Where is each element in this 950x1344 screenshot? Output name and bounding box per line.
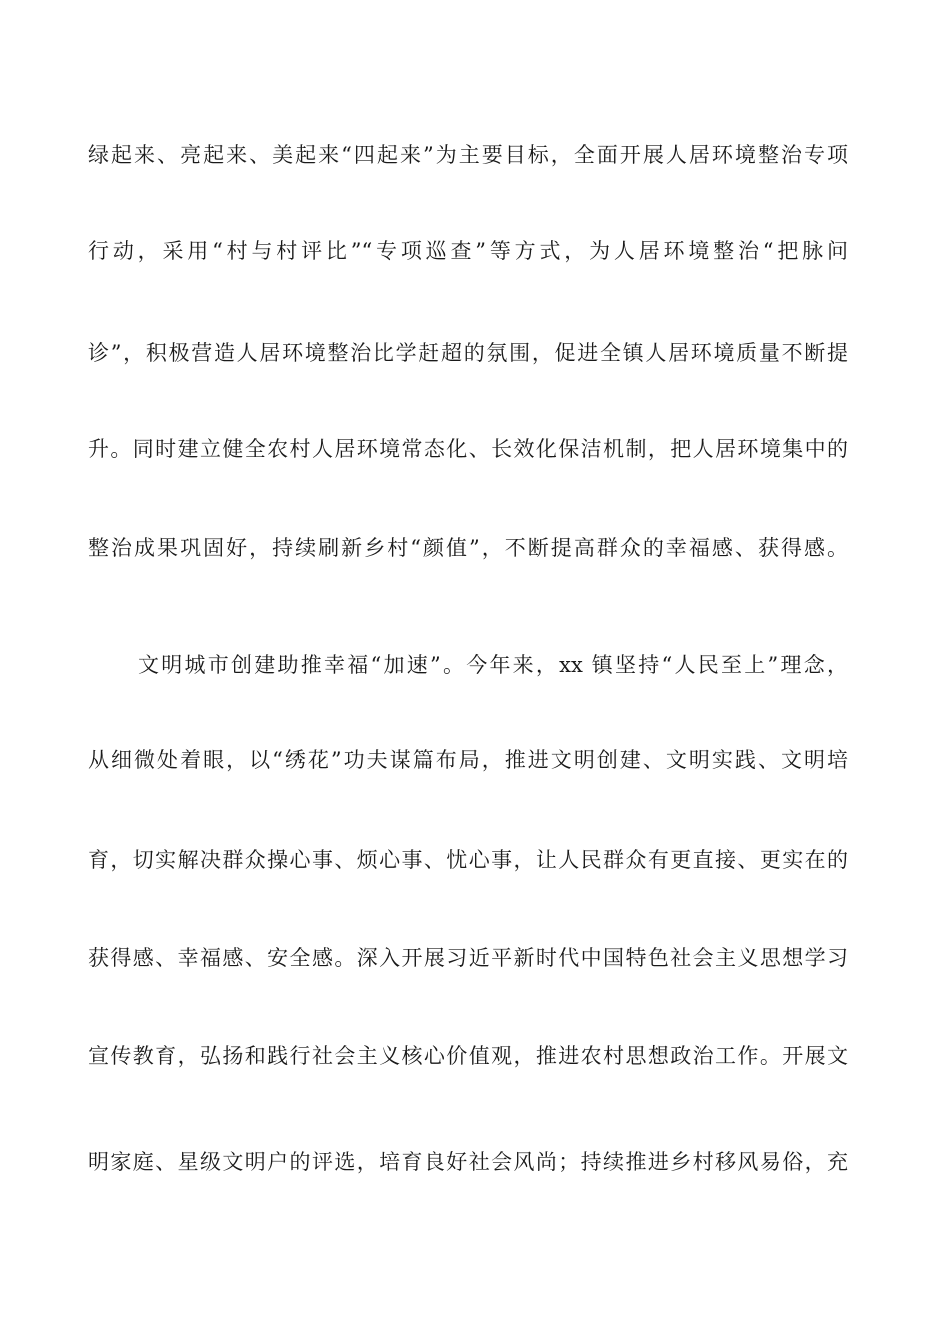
text-line: 明家庭、星级文明户的评选，培育良好社会风尚；持续推进乡村移风易俗，充	[88, 1150, 848, 1174]
text-line: 宣传教育，弘扬和践行社会主义核心价值观，推进农村思想政治工作。开展文	[88, 1044, 848, 1068]
text-line: 育，切实解决群众操心事、烦心事、忧心事，让人民群众有更直接、更实在的	[88, 848, 848, 872]
text-line: 整治成果巩固好，持续刷新乡村“颜值”，不断提高群众的幸福感、获得感。	[88, 536, 848, 560]
text-line: 获得感、幸福感、安全感。深入开展习近平新时代中国特色社会主义思想学习	[88, 946, 848, 970]
text-line: 行动，采用“村与村评比”“专项巡查”等方式，为人居环境整治“把脉问	[88, 239, 848, 263]
text-line: 绿起来、亮起来、美起来“四起来”为主要目标，全面开展人居环境整治专项	[88, 143, 848, 167]
text-line: 文明城市创建助推幸福“加速”。今年来，xx 镇坚持“人民至上”理念，	[138, 653, 848, 677]
text-line: 升。同时建立健全农村人居环境常态化、长效化保洁机制，把人居环境集中的	[88, 437, 848, 461]
text-line: 从细微处着眼，以“绣花”功夫谋篇布局，推进文明创建、文明实践、文明培	[88, 748, 848, 772]
text-line: 诊”，积极营造人居环境整治比学赶超的氛围，促进全镇人居环境质量不断提	[88, 341, 848, 365]
